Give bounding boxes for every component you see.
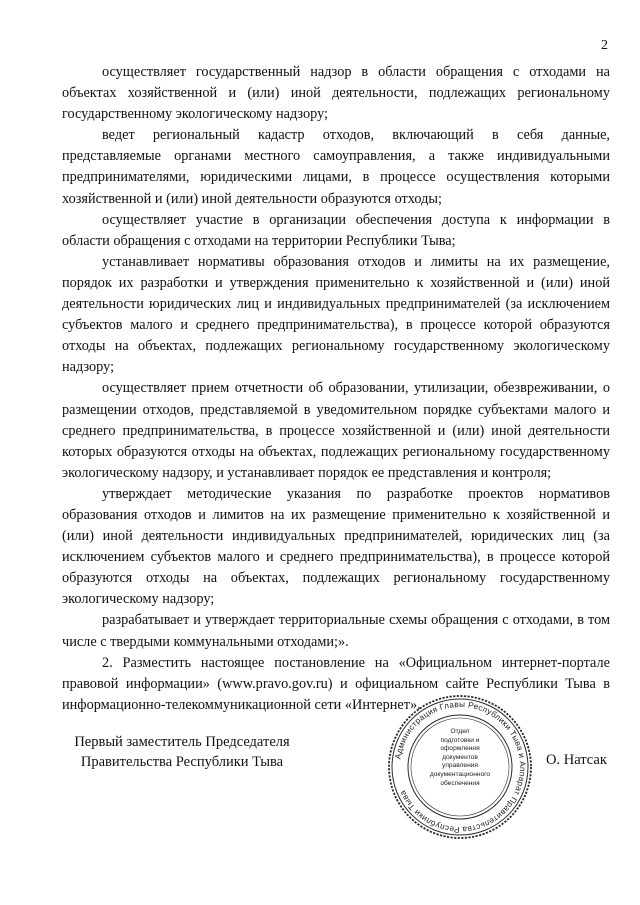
paragraph-publication: 2. Разместить настоящее постановление на «Официальном интернет-портале правовой информации» (www.pravo.gov.ru) и официальном сайте Республики Тыва в информационно-телекоммуникационной сети «Интернет». (62, 654, 610, 713)
paragraph-waste-norms: устанавливает нормативы образования отходов и лимиты на их размещение, порядок их разработки и утверждения применительно к хозяйственной и (или) иной деятельности юридических лиц и индивидуальных предпринимателей (за исключением субъектов малого и среднего предпринимательства), в процессе которой образуются отходы на объектах, подлежащих региональному государственному экологическому надзору; (62, 253, 610, 376)
paragraph-reporting: осуществляет прием отчетности об образовании, утилизации, обезвреживании, о размещении отходов, представляемой в уведомительном порядке субъектами малого и среднего предпринимательства, в процессе хозяйственной и (или) иной деятельности которых образуются отходы на объектах, подлежащих региональному государственному экологическому надзору, и устанавливает порядок ее представления и контроля; (62, 380, 610, 481)
paragraph-information-access: осуществляет участие в организации обеспечения доступа к информации в области обращения с отходами на территории Республики Тыва; (62, 211, 610, 249)
paragraph-supervision: осуществляет государственный надзор в области обращения с отходами на объектах хозяйственной и (или) иной деятельности, подлежащих региональному государственному экологическому надзору; (62, 64, 610, 123)
stamp-outer-text: Администрация Главы Республики Тыва и Аппарат Правительства Республики Тыва (393, 699, 528, 835)
signatory-position-line-2: Правительства Республики Тыва (80, 754, 284, 770)
stamp-inner-line: обеспечения (440, 779, 480, 787)
paragraph-territorial-schemes: разрабатывает и утверждает территориальные схемы обращения с отходами, в том числе с твердыми коммунальными отходами;». (62, 612, 610, 650)
stamp-inner-text (428, 728, 492, 788)
stamp-inner-line: управления (442, 762, 478, 770)
official-stamp (385, 692, 535, 842)
stamp-inner-line: документационного (429, 770, 491, 778)
paragraph-waste-cadastre: ведет региональный кадастр отходов, включающий в себя данные, представляемые органами местного самоуправления, а также индивидуальными предпринимателями, юридическими лицами, в процессе осуществления которыми хозяйственной и (или) иной деятельности образуются отходы; (62, 127, 610, 207)
stamp-inner-line: Отдел (450, 728, 470, 735)
document-body (62, 62, 610, 716)
signatory-position (62, 732, 302, 772)
signatory-name: О. Натсак (546, 752, 607, 768)
page-number: 2 (601, 38, 608, 53)
stamp-inner-line: оформления документов (440, 745, 480, 761)
signatory-position-line-1: Первый заместитель Председателя (74, 734, 290, 750)
paragraph-methodical-guidelines: утверждает методические указания по разработке проектов нормативов образования отходов и лимитов на их размещение применительно к хозяйственной и (или) иной деятельности индивидуальных предпринимателей, юридических лиц (за исключением субъектов малого и среднего предпринимательства), в процессе которой образуются отходы на объектах, подлежащих региональному государственному экологическому надзору; (62, 485, 610, 608)
stamp-inner-line: подготовки и (440, 736, 480, 744)
